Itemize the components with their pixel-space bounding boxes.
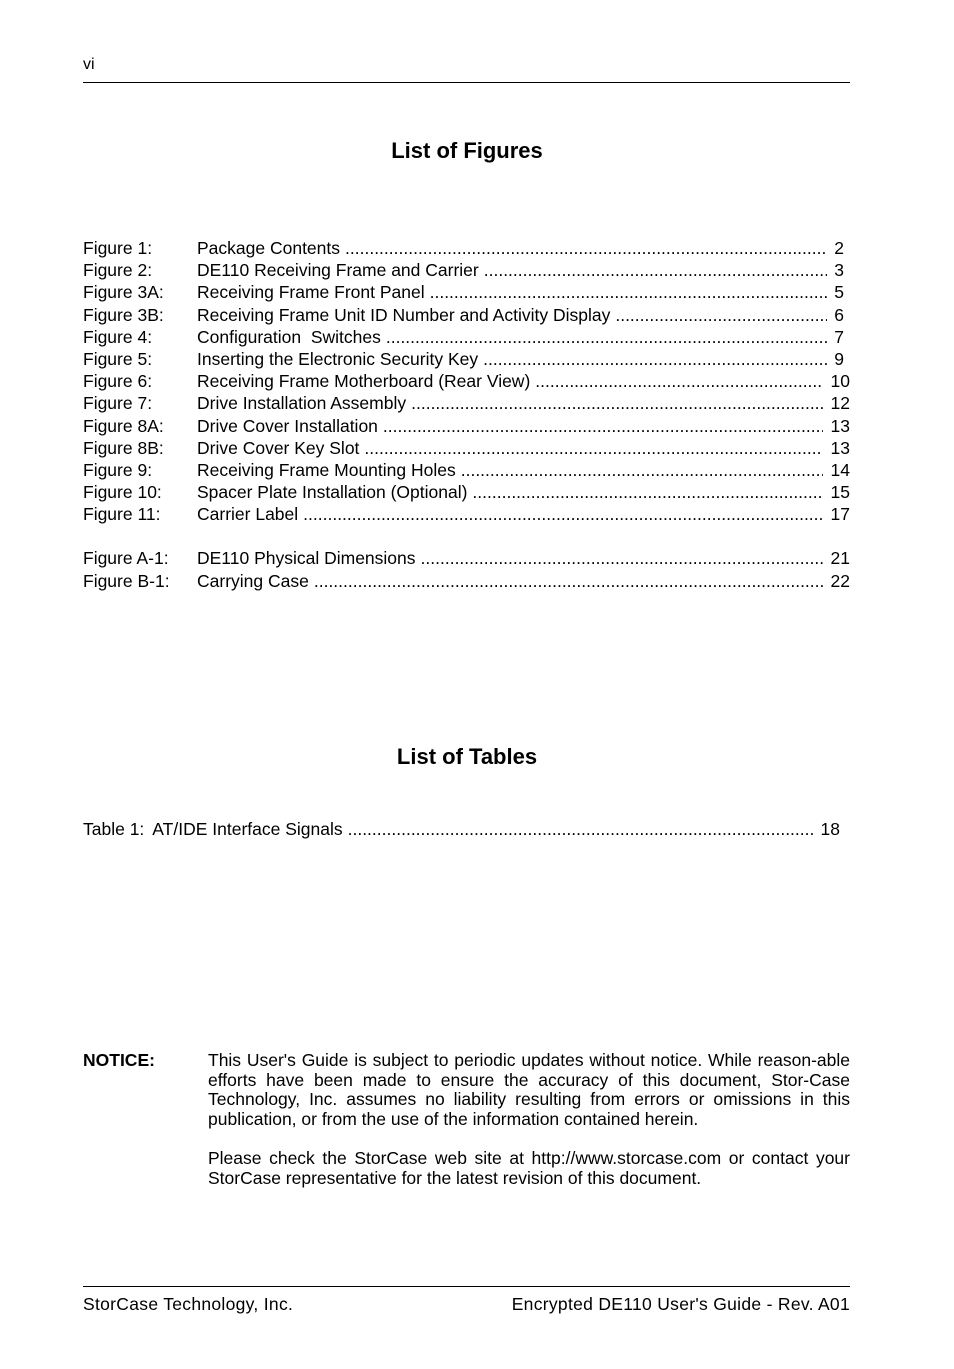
list-of-figures-heading: List of Figures [391, 138, 543, 163]
figure-title: Drive Installation Assembly [197, 393, 407, 414]
figure-number: Figure A-1: [83, 548, 169, 569]
figure-page: 13 [830, 437, 850, 458]
figure-entry [83, 503, 850, 525]
table-number: Table 1: [83, 819, 145, 839]
figure-title: Carrier Label [197, 504, 299, 525]
figure-entry [83, 481, 850, 503]
figure-title: Receiving Frame Front Panel [197, 282, 425, 303]
figure-page: 22 [830, 570, 850, 591]
dot-leader [535, 370, 823, 392]
figure-page: 7 [834, 326, 844, 347]
footer-rule [83, 1286, 850, 1287]
notice-paragraph: This User's Guide is subject to periodic updates without notice. While reason-able efforts have been made to ensure the accuracy of this document, Stor-Case Technology, Inc. assumes no liability resulting from errors or omissions in this publication, or from the use of the information contained herein. [208, 1050, 850, 1129]
figure-page: 9 [834, 348, 844, 369]
dot-leader [364, 437, 823, 459]
dot-leader [314, 570, 823, 592]
figure-page: 15 [830, 482, 850, 503]
section-gap [83, 525, 850, 547]
dot-leader [411, 392, 823, 414]
dot-leader [430, 281, 827, 303]
dot-leader [461, 459, 823, 481]
figure-page: 13 [830, 415, 850, 436]
figure-title: Drive Cover Key Slot [197, 437, 360, 458]
figure-entry [83, 437, 850, 459]
figure-title: Carrying Case [197, 570, 309, 591]
dot-leader [348, 818, 813, 840]
figure-entry [83, 326, 850, 348]
table-title: AT/IDE Interface Signals [152, 819, 343, 839]
figure-page: 3 [834, 260, 844, 281]
figures-list [83, 237, 850, 592]
notice-label: NOTICE: [83, 1050, 155, 1070]
figure-entry [83, 392, 850, 414]
figure-number: Figure 1: [83, 238, 153, 258]
figure-entry [83, 348, 850, 370]
dot-leader [483, 348, 827, 370]
figure-title: Configuration Switches [197, 326, 381, 347]
figure-entry [83, 237, 850, 259]
figure-number: Figure 2: [83, 260, 153, 281]
figure-page: 2 [834, 238, 844, 258]
figure-page: 6 [834, 304, 844, 325]
dot-leader [303, 503, 823, 525]
dot-leader [472, 481, 823, 503]
dot-leader [484, 259, 827, 281]
figure-title: Inserting the Electronic Security Key [197, 348, 479, 369]
figure-entry [83, 370, 850, 392]
figure-page: 17 [830, 504, 850, 525]
figure-page: 21 [830, 548, 850, 569]
list-of-tables-heading: List of Tables [396, 744, 538, 769]
figure-title: Receiving Frame Unit ID Number and Activity Display [197, 304, 611, 325]
footer-document-title: Encrypted DE110 User's Guide - Rev. A01 [511, 1294, 850, 1314]
table-page: 18 [820, 819, 840, 839]
footer-company: StorCase Technology, Inc. [83, 1294, 294, 1314]
figure-number: Figure 10: [83, 482, 162, 503]
notice-block [83, 1051, 850, 1208]
notice-paragraph: Please check the StorCase web site at http://www.storcase.com or contact your StorCase representative for the latest revision of this document. [208, 1148, 850, 1188]
figure-title: Drive Cover Installation [197, 415, 378, 436]
figure-number: Figure 8B: [83, 437, 164, 458]
header-rule [83, 82, 850, 83]
figure-title: Spacer Plate Installation (Optional) [197, 482, 468, 503]
dot-leader [345, 237, 827, 259]
figure-entry [83, 547, 850, 569]
figure-entry [83, 415, 850, 437]
dot-leader [615, 304, 827, 326]
figure-entry [83, 259, 850, 281]
figure-page: 12 [830, 393, 850, 414]
figure-page: 10 [830, 371, 850, 392]
page-number: vi [83, 56, 95, 73]
dot-leader [383, 415, 823, 437]
dot-leader [421, 547, 823, 569]
figure-title: DE110 Physical Dimensions [197, 548, 416, 569]
figure-page: 14 [830, 459, 850, 480]
figure-title: Receiving Frame Motherboard (Rear View) [197, 371, 531, 392]
figure-number: Figure 5: [83, 348, 153, 369]
figure-number: Figure 9: [83, 459, 153, 480]
figure-number: Figure 7: [83, 393, 153, 414]
figure-entry [83, 459, 850, 481]
table-entry [83, 818, 840, 840]
dot-leader [386, 326, 827, 348]
figure-entry [83, 281, 850, 303]
figure-number: Figure 4: [83, 326, 153, 347]
figure-number: Figure 11: [83, 504, 161, 525]
tables-list [83, 818, 840, 840]
figure-number: Figure B-1: [83, 570, 170, 591]
figure-title: Package Contents [197, 238, 341, 258]
figure-number: Figure 6: [83, 371, 153, 392]
figure-number: Figure 3B: [83, 304, 164, 325]
figure-number: Figure 3A: [83, 282, 164, 303]
figure-page: 5 [834, 282, 844, 303]
figure-number: Figure 8A: [83, 415, 164, 436]
figure-title: DE110 Receiving Frame and Carrier [197, 260, 479, 281]
figure-entry [83, 304, 850, 326]
notice-body [208, 1051, 850, 1188]
figure-entry [83, 570, 850, 592]
figure-title: Receiving Frame Mounting Holes [197, 459, 456, 480]
